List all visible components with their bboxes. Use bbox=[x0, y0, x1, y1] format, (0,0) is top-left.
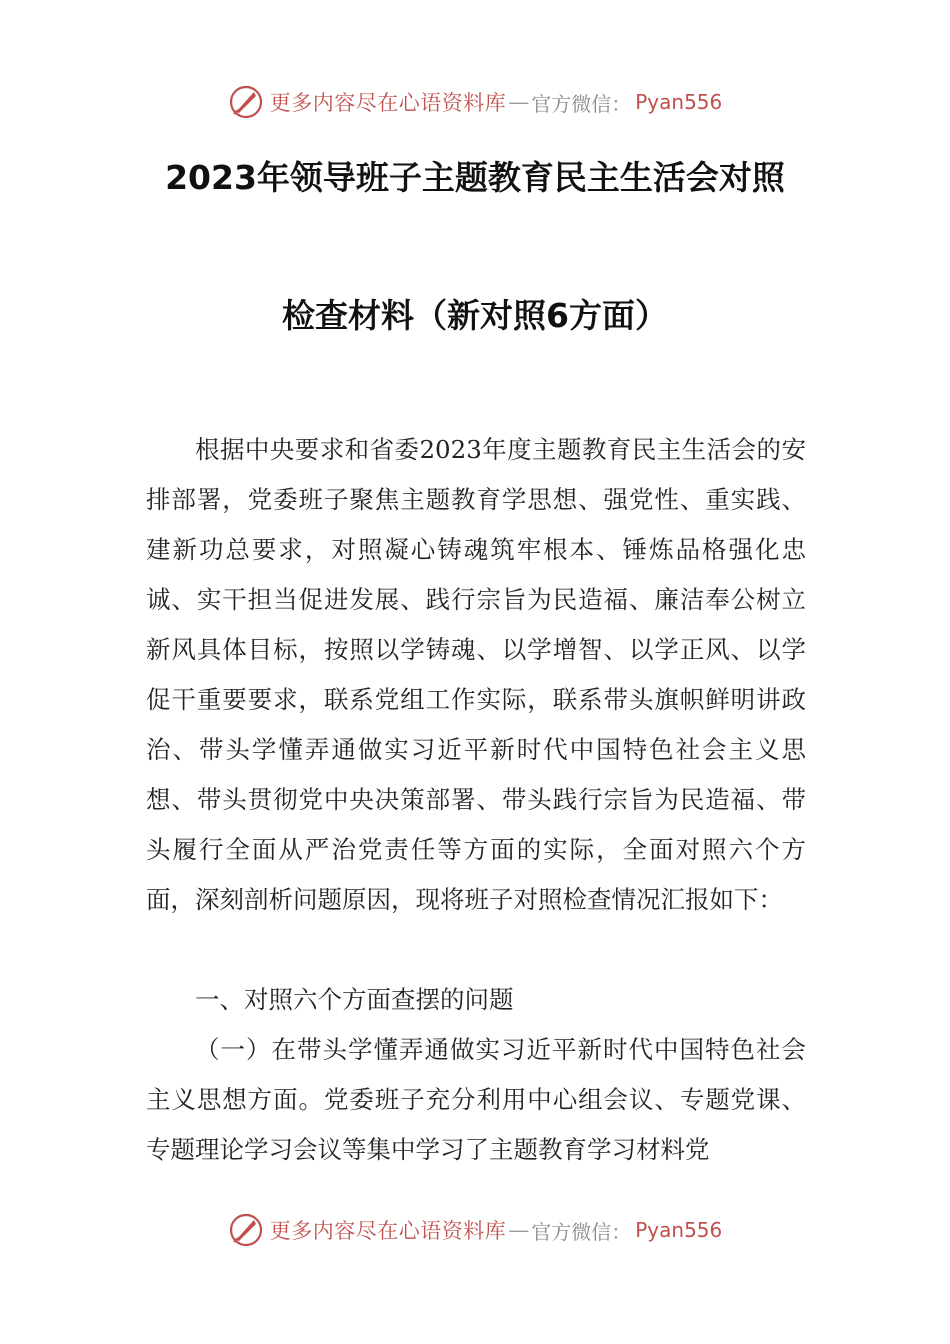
banner-separator: — bbox=[508, 90, 530, 114]
section-heading bbox=[146, 975, 806, 1025]
body-paragraph-intro bbox=[146, 425, 806, 925]
document-title-line1: 2023年领导班子主题教育民主生活会对照 bbox=[165, 158, 785, 197]
body-paragraph-subsection bbox=[146, 1025, 806, 1175]
header-banner bbox=[0, 80, 950, 124]
quill-logo-icon bbox=[228, 84, 264, 120]
quill-logo-icon bbox=[228, 1212, 264, 1248]
banner-text: 更多内容尽在心语资料库 bbox=[269, 1219, 507, 1243]
paragraph: （一）在带头学懂弄通做实习近平新时代中国特色社会主义思想方面。党委班子充分利用中心组会议、专题党课、专题理论学习会议等集中学习了主题教育学习材料党 bbox=[146, 1035, 806, 1164]
banner-label: 官方微信： bbox=[531, 1219, 632, 1244]
document-title-line2: 检查材料（新对照6方面） bbox=[282, 296, 668, 335]
paragraph: 一、对照六个方面查摆的问题 bbox=[195, 985, 514, 1014]
paragraph: 根据中央要求和省委2023年度主题教育民主生活会的安排部署，党委班子聚焦主题教育学思想、强党性、重实践、建新功总要求，对照凝心铸魂筑牢根本、锤炼品格强化忠诚、实干担当促进发展、践行宗旨为民造福、廉洁奉公树立新风具体目标，按照以学铸魂、以学增智、以学正风、以学促干重要要求，联系党组工作实际，联系带头旗帜鲜明讲政治、带头学懂弄通做实习近平新时代中国特色社会主义思想、带头贯彻党中央决策部署、带头践行宗旨为民造福、带头履行全面从严治党责任等方面的实际，全面对照六个方面，深刻剖析问题原因，现将班子对照检查情况汇报如下： bbox=[146, 435, 806, 914]
banner-label: 官方微信： bbox=[531, 91, 632, 116]
banner-account: Pyan556 bbox=[635, 90, 723, 114]
footer-banner bbox=[0, 1208, 950, 1252]
banner-account: Pyan556 bbox=[635, 1218, 723, 1242]
banner-text: 更多内容尽在心语资料库 bbox=[269, 91, 507, 115]
banner-separator: — bbox=[508, 1218, 530, 1242]
